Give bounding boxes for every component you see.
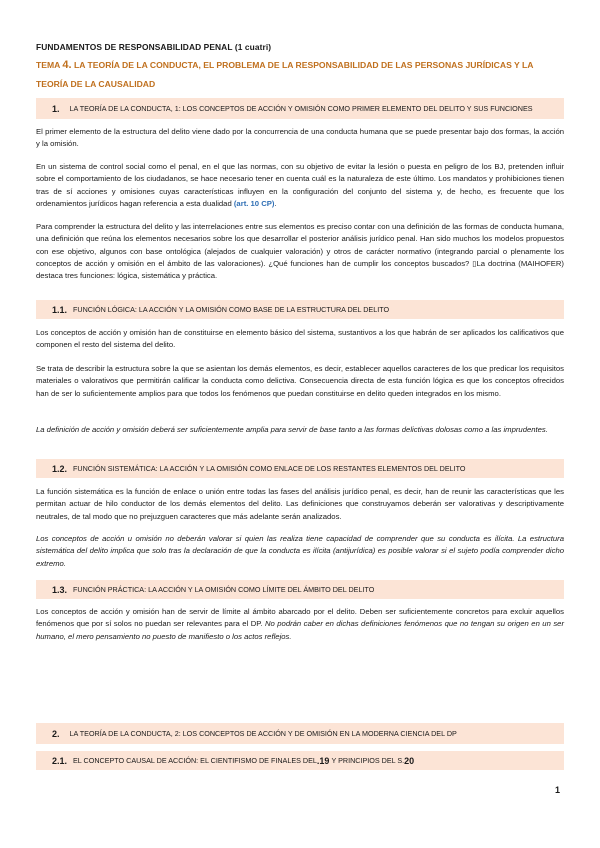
subsection-2-1-heading [36,751,564,770]
paragraph [36,161,564,210]
subsection-number: 1.3. [52,584,68,595]
section-number: 1. [52,103,60,114]
subsection-1-3-heading [36,580,564,599]
century-number: .19 [316,755,330,766]
paragraph-text: En un sistema de control social como el penal, en el que las normas, con su objetivo de evitar la lesión o puesta en peligro de los BJ, pretenden influir sobre el comportamiento de los ciudadanos, se hace necesario tener en cuenta cuál es la naturaleza de este último. Los mandatos y prohibiciones tienen tras de sí acciones y omisiones cuyas características influyen en la configuración del conjunto del sistema y, de hecho, es frecuente que los ordenamientos jurídicos hagan referencia a esta dualidad [36,162,564,208]
subsection-1-1-heading [36,300,564,319]
subsection-1-2-heading [36,459,564,478]
section-2-heading [36,723,564,744]
chapter-number: 4. [62,59,72,71]
subsection-number: 2.1. [52,755,68,766]
paragraph-text: Los conceptos de acción y omisión han de servir de límite al ámbito abarcado por el delito. Deben ser suficientemente concretos para excluir aquellos fenómenos que por sí solos no puedan ser relevantes para el DP. [36,607,564,629]
subsection-title: FUNCIÓN PRÁCTICA: LA ACCIÓN Y LA OMISIÓN COMO LÍMITE DEL ÁMBITO DEL DELITO [73,585,375,594]
paragraph-end: . [274,198,277,208]
paragraph: Los conceptos de acción y omisión han de constituirse en elemento básico del sistema, sustantivos a los que habrán de ser aplicados los calificativos que componen el resto del sistema del delito. [36,328,564,350]
page-number: 1 [555,785,561,795]
course-title: FUNDAMENTOS DE RESPONSABILIDAD PENAL (1 cuatri) [36,42,272,52]
subsection-number: 1.1. [52,304,68,315]
italic-paragraph: Los conceptos de acción u omisión no deberán valorar si quien las realiza tiene capacidad de comprender que su conducta es ilícita. La estructura sistemática del delito implica que solo tras la declaración de que la conducta es ilícita (antijurídica) es posible valorar si el sujeto podía comprender dicho extremo. [36,534,564,568]
subsection-title: FUNCIÓN LÓGICA: LA ACCIÓN Y LA OMISIÓN COMO BASE DE LA ESTRUCTURA DEL DELITO [73,305,390,314]
paragraph-italic-text: No podrán caber en dichas definiciones fenómenos que no tengan su origen en un ser humano, el mero pensamiento no puesto de manifiesto o los actos reflejos. [36,619,564,641]
subsection-number: 1.2. [52,463,68,474]
law-reference: (art. 10 CP) [233,198,275,208]
paragraph: Se trata de describir la estructura sobre la que se asientan los demás elementos, es decir, establecer aquellos caracteres de los que predicar los requisitos materiales o valorativos que permitirán calificar la conducta como delictiva. Consecuencia directa de esta función lógica es que los conceptos ofrecidos han de ser lo suficientemente amplios para que todos los fenómenos que puedan constituirse en delito queden integrados en los mismo. [36,364,564,398]
subsection-title-part: Y PRINCIPIOS DEL S. [331,756,405,765]
paragraph: Para comprender la estructura del delito y las interrelaciones entre sus elementos es preciso contar con una definición de las formas de conducta humana, una definición que reúna los elementos necesarios sobre los que desarrollar el posterior análisis jurídico penal. Han sido muchos los modelos propuestos con ese objetivo, algunos con base ontológica (alejados de cualquier valoración) y otros de carácter normativo (integrando parcial o plenamente los conceptos de acción y omisión en el ámbito de las valoraciones). ¿Qué funciones han de cumplir los conceptos buscados? ▯La doctrina (MAIHOFER) destaca tres funciones: lógica, sistemática y práctica. [36,222,564,281]
section-title: LA TEORÍA DE LA CONDUCTA, 2: LOS CONCEPTOS DE ACCIÓN Y DE OMISIÓN EN LA MODERNA CIENCIA DEL DP [69,729,457,738]
chapter-title [36,56,566,94]
italic-paragraph: La definición de acción y omisión deberá ser suficientemente amplia para servir de base tanto a las formas delictivas dolosas como a las imprudentes. [36,425,548,434]
paragraph [36,606,564,643]
section-title: LA TEORÍA DE LA CONDUCTA, 1: LOS CONCEPTOS DE ACCIÓN Y OMISIÓN COMO PRIMER ELEMENTO DEL DELITO Y SUS FUNCIONES [69,104,533,113]
chapter-title-text: LA TEORÍA DE LA CONDUCTA, EL PROBLEMA DE LA RESPONSABILIDAD DE LAS PERSONAS JURÍDICAS Y LA TEORÍA DE LA CAUSALIDAD [36,60,534,89]
paragraph: La función sistemática es la función de enlace o unión entre todas las fases del análisis jurídico penal, es decir, han de reunir las características que les permitan actuar de hilo conductor de los demás elementos del delito. Las definiciones que construyamos deberán ser valorativas y descriptivamente neutrales, de tal modo que no prejuzguen caracteres que más adelante serán analizados. [36,487,564,521]
section-number: 2. [52,728,60,739]
chapter-prefix: TEMA [36,60,61,70]
century-number: 20 [404,755,415,766]
subsection-title: FUNCIÓN SISTEMÁTICA: LA ACCIÓN Y LA OMISIÓN COMO ENLACE DE LOS RESTANTES ELEMENTOS DEL DELITO [73,464,466,473]
subsection-title-part: EL CONCEPTO CAUSAL DE ACCIÓN: EL CIENTIFISMO DE FINALES DEL [73,756,317,765]
section-1-heading [36,98,564,119]
paragraph: El primer elemento de la estructura del delito viene dado por la concurrencia de una conducta humana que se puede presentar bajo dos formas, la acción y la omisión. [36,127,564,149]
